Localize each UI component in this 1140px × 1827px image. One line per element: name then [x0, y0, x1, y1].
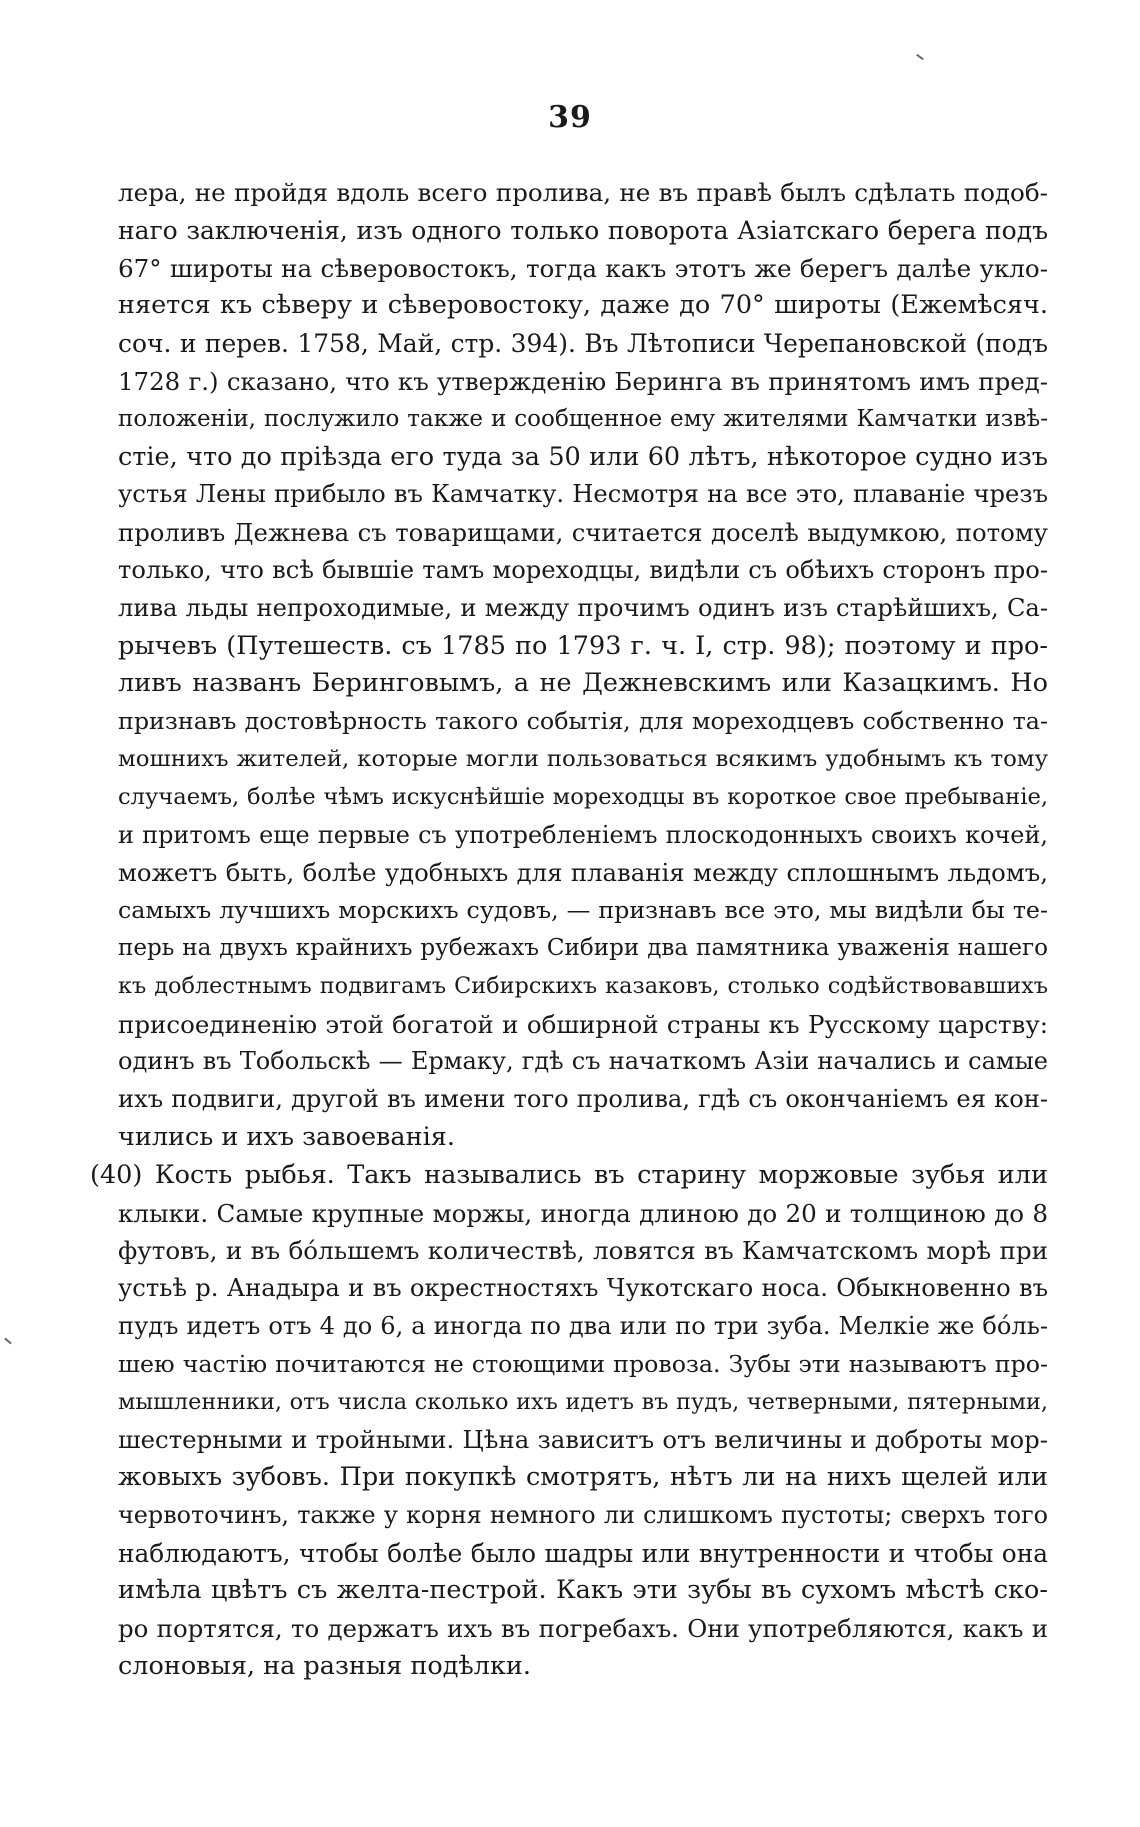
scan-speck: [4, 1338, 11, 1345]
text-line: клыки. Самые крупные моржы, иногда длиною до 20 и толщиною до 8: [118, 1198, 1048, 1228]
text-line: 1728 г.) сказано, что къ утвержденію Беринга въ принятомъ имъ пред-: [118, 366, 1048, 396]
text-line: червоточинъ, также у корня немного ли слишкомъ пустоты; сверхъ того: [118, 1500, 1048, 1529]
text-line: мышленники, отъ числа сколько ихъ идетъ въ пудъ, четверными, пятерными,: [118, 1388, 1048, 1415]
text-line: наго заключенія, изъ одного только поворота Азіатскаго берега подъ: [118, 215, 1048, 245]
text-line: и притомъ еще первые съ употребленіемъ плоскодонныхъ своихъ кочей,: [118, 820, 1048, 849]
text-line: шестерными и тройными. Цѣна зависитъ отъ величины и доброты мор-: [118, 1425, 1048, 1455]
text-line: перь на двухъ крайнихъ рубежахъ Сибири два памятника уваженія нашего: [118, 934, 1048, 961]
text-line: можетъ быть, болѣе удобныхъ для плаванія между сплошнымъ льдомъ,: [118, 858, 1048, 888]
note-40-first-line: (40) Кость рыбья. Такъ назывались въ старину моржовые зубья или: [90, 1159, 1048, 1190]
text-line: присоединенію этой богатой и обширной страны къ Русскому царству:: [118, 1009, 1048, 1039]
text-line: чились и ихъ завоеванія.: [118, 1121, 455, 1152]
text-line: только, что всѣ бывшіе тамъ мореходцы, видѣли съ обѣихъ сторонъ про-: [118, 555, 1048, 584]
text-line: 67° широты на сѣверовостокъ, тогда какъ этотъ же берегъ далѣе укло-: [118, 253, 1048, 283]
text-line: устьѣ р. Анадыра и въ окрестностяхъ Чукотскаго носа. Обыкновенно въ: [118, 1274, 1048, 1303]
text-line: жовыхъ зубовъ. При покупкѣ смотрятъ, нѣтъ ли на нихъ щелей или: [118, 1462, 1048, 1493]
text-line: самыхъ лучшихъ морскихъ судовъ, — признавъ все это, мы видѣли бы те-: [118, 896, 1048, 925]
text-line: футовъ, и въ бóльшемъ количествѣ, ловятся въ Камчатскомъ морѣ при: [118, 1236, 1048, 1266]
text-line: шею частію почитаются не стоющими провоза. Зубы эти называютъ про-: [118, 1349, 1048, 1378]
text-line: стіе, что до пріѣзда его туда за 50 или 60 лѣтъ, нѣкоторое судно изъ: [118, 441, 1048, 472]
text-line: няется къ сѣверу и сѣверовостоку, даже до 70° широты (Ежемѣсяч.: [118, 290, 1048, 321]
text-line: лера, не пройдя вдоль всего пролива, не въ правѣ былъ сдѣлать подоб-: [118, 178, 1048, 207]
text-line: проливъ Дежнева съ товарищами, считается доселѣ выдумкою, потому: [118, 518, 1048, 548]
text-line: признавъ достовѣрность такого событія, для мореходцевъ собственно та-: [118, 707, 1048, 736]
text-line: случаемъ, болѣе чѣмъ искуснѣйшіе мореходцы въ короткое свое пребываніе,: [118, 783, 1048, 810]
text-line: къ доблестнымъ подвигамъ Сибирскихъ казаковъ, столько содѣйствовавшихъ: [118, 972, 1048, 999]
page-number: 39: [548, 100, 592, 135]
text-line: пудъ идетъ отъ 4 до 6, а иногда по два или по три зуба. Мелкіе же бóль-: [118, 1311, 1048, 1340]
text-line: имѣла цвѣтъ съ желта-пестрой. Какъ эти зубы въ сухомъ мѣстѣ ско-: [118, 1575, 1048, 1606]
text-line: лива льды непроходимые, и между прочимъ одинъ изъ старѣйшихъ, Са-: [118, 593, 1048, 622]
text-line: слоновыя, на разныя подѣлки.: [118, 1651, 532, 1682]
text-line: одинъ въ Тобольскѣ — Ермаку, гдѣ съ начаткомъ Азіи начались и самые: [118, 1047, 1048, 1076]
text-line: ливъ названъ Беринговымъ, а не Дежневскимъ или Казацкимъ. Но: [118, 668, 1048, 699]
text-line: ихъ подвиги, другой въ имени того пролива, гдѣ съ окончаніемъ ея кон-: [118, 1085, 1048, 1114]
text-line: соч. и перев. 1758, Май, стр. 394). Въ Лѣтописи Черепановской (подъ: [118, 329, 1048, 359]
text-line: наблюдаютъ, чтобы болѣе было шадры или внутренности и чтобы она: [118, 1538, 1048, 1568]
scan-speck: [916, 54, 924, 60]
body-text: [90, 174, 1048, 1686]
text-line: устья Лены прибыло въ Камчатку. Несмотря на все это, плаваніе чрезъ: [118, 480, 1048, 509]
text-line: ро портятся, то держатъ ихъ въ погребахъ. Они употребляются, какъ и: [118, 1614, 1048, 1644]
text-line: положеніи, послужило также и сообщенное ему жителями Камчатки извѣ-: [118, 405, 1048, 432]
text-line: мошнихъ жителей, которые могли пользоваться всякимъ удобнымъ къ тому: [118, 745, 1048, 772]
text-line: рычевъ (Путешеств. съ 1785 по 1793 г. ч. I, стр. 98); поэтому и про-: [118, 630, 1048, 661]
